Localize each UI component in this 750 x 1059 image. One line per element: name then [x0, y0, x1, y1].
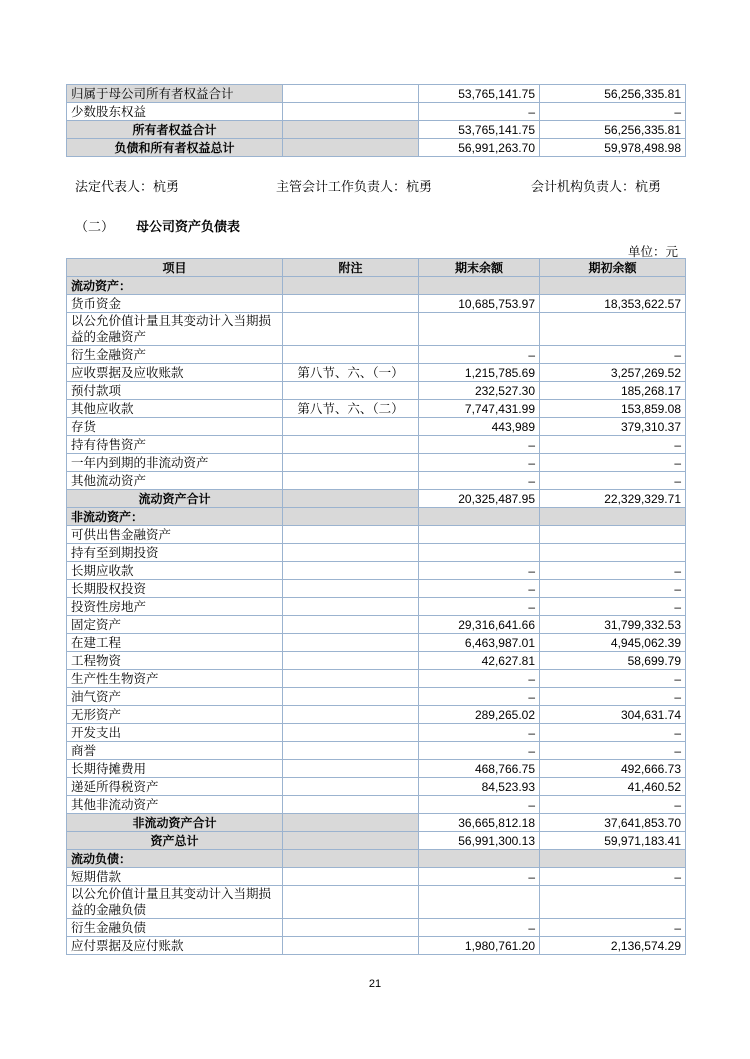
row-note — [283, 814, 419, 832]
row-note — [283, 688, 419, 706]
row-note — [283, 652, 419, 670]
table-row — [67, 472, 686, 490]
table-row — [67, 778, 686, 796]
row-beginning-balance — [540, 850, 686, 868]
row-label: 所有者权益合计 — [67, 121, 283, 139]
row-ending-balance: – — [419, 919, 540, 937]
table-row — [67, 724, 686, 742]
table-row — [67, 544, 686, 562]
row-note — [283, 313, 419, 346]
page-number: 21 — [368, 978, 382, 990]
row-ending-balance: – — [419, 742, 540, 760]
row-label: 流动资产： — [67, 277, 283, 295]
row-beginning-balance: – — [540, 562, 686, 580]
row-label: 长期股权投资 — [67, 580, 283, 598]
row-beginning-balance: – — [540, 868, 686, 886]
row-note — [283, 454, 419, 472]
row-note — [283, 418, 419, 436]
table-row — [67, 85, 686, 103]
row-beginning-balance: – — [540, 346, 686, 364]
row-label: 归属于母公司所有者权益合计 — [67, 85, 283, 103]
row-beginning-balance: – — [540, 454, 686, 472]
row-label: 其他流动资产 — [67, 472, 283, 490]
table-row — [67, 616, 686, 634]
row-note — [283, 103, 419, 121]
row-note — [283, 724, 419, 742]
table-row — [67, 382, 686, 400]
row-beginning-balance: 185,268.17 — [540, 382, 686, 400]
row-ending-balance: 10,685,753.97 — [419, 295, 540, 313]
table-row — [67, 937, 686, 955]
table-row — [67, 850, 686, 868]
row-label: 非流动资产： — [67, 508, 283, 526]
row-note — [283, 850, 419, 868]
header-ending-balance: 期末余额 — [419, 259, 540, 277]
row-note — [283, 796, 419, 814]
row-ending-balance: 7,747,431.99 — [419, 400, 540, 418]
row-note — [283, 544, 419, 562]
row-note — [283, 616, 419, 634]
row-ending-balance — [419, 886, 540, 919]
row-beginning-balance: 58,699.79 — [540, 652, 686, 670]
table-row — [67, 706, 686, 724]
accounting-org-head: 会计机构负责人：杭勇 — [531, 180, 662, 195]
row-beginning-balance — [540, 313, 686, 346]
table-row — [67, 742, 686, 760]
table-row — [67, 346, 686, 364]
accounting-head: 主管会计工作负责人：杭勇 — [276, 180, 433, 195]
row-beginning-balance: – — [540, 580, 686, 598]
row-note — [283, 295, 419, 313]
legal-representative: 法定代表人：杭勇 — [75, 180, 180, 195]
row-note — [283, 121, 419, 139]
table-row — [67, 277, 686, 295]
row-label: 少数股东权益 — [67, 103, 283, 121]
row-note — [283, 832, 419, 850]
row-beginning-balance: 37,641,853.70 — [540, 814, 686, 832]
table-row — [67, 670, 686, 688]
table-row — [67, 418, 686, 436]
row-ending-balance: – — [419, 562, 540, 580]
row-beginning-balance: 56,256,335.81 — [540, 85, 686, 103]
row-beginning-balance: 379,310.37 — [540, 418, 686, 436]
row-note — [283, 706, 419, 724]
row-beginning-balance: 41,460.52 — [540, 778, 686, 796]
row-ending-balance — [419, 526, 540, 544]
row-beginning-balance: – — [540, 742, 686, 760]
section-title: 母公司资产负债表 — [136, 220, 241, 235]
row-label: 非流动资产合计 — [67, 814, 283, 832]
row-ending-balance: – — [419, 454, 540, 472]
row-note — [283, 490, 419, 508]
row-label: 负债和所有者权益总计 — [67, 139, 283, 157]
row-beginning-balance: 18,353,622.57 — [540, 295, 686, 313]
row-ending-balance: 1,215,785.69 — [419, 364, 540, 382]
row-beginning-balance: – — [540, 103, 686, 121]
row-label: 长期待摊费用 — [67, 760, 283, 778]
row-beginning-balance — [540, 277, 686, 295]
table-row — [67, 436, 686, 454]
row-note — [283, 919, 419, 937]
row-label: 流动负债： — [67, 850, 283, 868]
row-beginning-balance: 3,257,269.52 — [540, 364, 686, 382]
row-label: 生产性生物资产 — [67, 670, 283, 688]
row-label: 流动资产合计 — [67, 490, 283, 508]
table-row — [67, 832, 686, 850]
row-beginning-balance: – — [540, 670, 686, 688]
row-label: 可供出售金融资产 — [67, 526, 283, 544]
row-ending-balance: – — [419, 103, 540, 121]
row-ending-balance: – — [419, 580, 540, 598]
row-ending-balance — [419, 544, 540, 562]
row-beginning-balance: 492,666.73 — [540, 760, 686, 778]
table-row — [67, 814, 686, 832]
row-note — [283, 508, 419, 526]
row-label: 开发支出 — [67, 724, 283, 742]
table-row — [67, 562, 686, 580]
row-note — [283, 472, 419, 490]
row-label: 长期应收款 — [67, 562, 283, 580]
table-row — [67, 688, 686, 706]
equity-summary-table — [66, 84, 686, 157]
row-note — [283, 778, 419, 796]
parent-balance-sheet-body — [67, 277, 686, 955]
row-note — [283, 346, 419, 364]
row-ending-balance: – — [419, 688, 540, 706]
row-ending-balance: 289,265.02 — [419, 706, 540, 724]
table-row — [67, 796, 686, 814]
row-beginning-balance: – — [540, 724, 686, 742]
row-ending-balance — [419, 277, 540, 295]
row-label: 其他应收款 — [67, 400, 283, 418]
row-label: 资产总计 — [67, 832, 283, 850]
row-label: 衍生金融资产 — [67, 346, 283, 364]
header-note: 附注 — [283, 259, 419, 277]
table-row — [67, 313, 686, 346]
row-note — [283, 382, 419, 400]
parent-balance-sheet-table — [66, 258, 686, 955]
row-note — [283, 436, 419, 454]
table-row — [67, 364, 686, 382]
table-row — [67, 634, 686, 652]
unit-label: 单位：元 — [627, 244, 678, 259]
row-note — [283, 868, 419, 886]
row-note — [283, 139, 419, 157]
row-ending-balance: – — [419, 472, 540, 490]
row-label: 无形资产 — [67, 706, 283, 724]
row-ending-balance — [419, 508, 540, 526]
row-ending-balance: 53,765,141.75 — [419, 121, 540, 139]
row-beginning-balance — [540, 508, 686, 526]
row-label: 油气资产 — [67, 688, 283, 706]
row-note — [283, 634, 419, 652]
row-note — [283, 580, 419, 598]
table-row — [67, 508, 686, 526]
row-ending-balance: 42,627.81 — [419, 652, 540, 670]
table-row — [67, 760, 686, 778]
row-ending-balance: – — [419, 724, 540, 742]
row-ending-balance — [419, 313, 540, 346]
row-beginning-balance — [540, 544, 686, 562]
row-label: 递延所得税资产 — [67, 778, 283, 796]
row-ending-balance: 1,980,761.20 — [419, 937, 540, 955]
row-beginning-balance: – — [540, 796, 686, 814]
table-row — [67, 652, 686, 670]
row-ending-balance: 468,766.75 — [419, 760, 540, 778]
row-ending-balance: 36,665,812.18 — [419, 814, 540, 832]
row-beginning-balance: 31,799,332.53 — [540, 616, 686, 634]
row-label: 商誉 — [67, 742, 283, 760]
row-ending-balance: 20,325,487.95 — [419, 490, 540, 508]
header-item: 项目 — [67, 259, 283, 277]
row-label: 存货 — [67, 418, 283, 436]
row-label: 以公允价值计量且其变动计入当期损益的金融负债 — [67, 886, 283, 919]
row-ending-balance: 84,523.93 — [419, 778, 540, 796]
section-heading — [75, 216, 240, 235]
table-row — [67, 139, 686, 157]
row-label: 应付票据及应付账款 — [67, 937, 283, 955]
row-note — [283, 562, 419, 580]
row-label: 持有待售资产 — [67, 436, 283, 454]
table-header-row — [67, 259, 686, 277]
row-ending-balance: 53,765,141.75 — [419, 85, 540, 103]
row-note: 第八节、六、（二） — [283, 400, 419, 418]
row-ending-balance: 56,991,263.70 — [419, 139, 540, 157]
row-label: 在建工程 — [67, 634, 283, 652]
row-beginning-balance: 2,136,574.29 — [540, 937, 686, 955]
row-ending-balance: 29,316,641.66 — [419, 616, 540, 634]
row-beginning-balance: 22,329,329.71 — [540, 490, 686, 508]
row-note — [283, 670, 419, 688]
row-ending-balance: 443,989 — [419, 418, 540, 436]
row-note — [283, 85, 419, 103]
row-ending-balance: – — [419, 796, 540, 814]
row-label: 持有至到期投资 — [67, 544, 283, 562]
row-beginning-balance: – — [540, 919, 686, 937]
table-row — [67, 886, 686, 919]
row-label: 一年内到期的非流动资产 — [67, 454, 283, 472]
row-label: 衍生金融负债 — [67, 919, 283, 937]
row-note — [283, 277, 419, 295]
table-row — [67, 400, 686, 418]
row-label: 投资性房地产 — [67, 598, 283, 616]
row-ending-balance: – — [419, 598, 540, 616]
table-row — [67, 919, 686, 937]
row-beginning-balance: – — [540, 436, 686, 454]
table-row — [67, 121, 686, 139]
table-row — [67, 526, 686, 544]
row-note — [283, 742, 419, 760]
row-beginning-balance: 56,256,335.81 — [540, 121, 686, 139]
row-ending-balance: 232,527.30 — [419, 382, 540, 400]
row-label: 其他非流动资产 — [67, 796, 283, 814]
table-row — [67, 295, 686, 313]
row-beginning-balance: 304,631.74 — [540, 706, 686, 724]
row-ending-balance: – — [419, 346, 540, 364]
row-note — [283, 886, 419, 919]
row-label: 预付款项 — [67, 382, 283, 400]
row-ending-balance: 6,463,987.01 — [419, 634, 540, 652]
row-note — [283, 760, 419, 778]
row-ending-balance: – — [419, 868, 540, 886]
row-ending-balance — [419, 850, 540, 868]
row-label: 工程物资 — [67, 652, 283, 670]
section-number: （二） — [75, 220, 115, 235]
table-row — [67, 454, 686, 472]
header-beginning-balance: 期初余额 — [540, 259, 686, 277]
table-row — [67, 580, 686, 598]
row-beginning-balance: – — [540, 472, 686, 490]
row-beginning-balance — [540, 886, 686, 919]
row-note — [283, 598, 419, 616]
table-row — [67, 103, 686, 121]
row-label: 以公允价值计量且其变动计入当期损益的金融资产 — [67, 313, 283, 346]
row-label: 应收票据及应收账款 — [67, 364, 283, 382]
row-beginning-balance: 59,978,498.98 — [540, 139, 686, 157]
table-row — [67, 598, 686, 616]
row-note — [283, 526, 419, 544]
table-row — [67, 868, 686, 886]
row-label: 固定资产 — [67, 616, 283, 634]
row-ending-balance: 56,991,300.13 — [419, 832, 540, 850]
row-beginning-balance: 4,945,062.39 — [540, 634, 686, 652]
row-beginning-balance: – — [540, 598, 686, 616]
row-label: 货币资金 — [67, 295, 283, 313]
row-label: 短期借款 — [67, 868, 283, 886]
table-row — [67, 490, 686, 508]
row-beginning-balance: – — [540, 688, 686, 706]
equity-summary-body — [67, 85, 686, 157]
row-beginning-balance: 153,859.08 — [540, 400, 686, 418]
row-ending-balance: – — [419, 436, 540, 454]
row-beginning-balance: 59,971,183.41 — [540, 832, 686, 850]
row-note: 第八节、六、（一） — [283, 364, 419, 382]
row-beginning-balance — [540, 526, 686, 544]
row-ending-balance: – — [419, 670, 540, 688]
row-note — [283, 937, 419, 955]
